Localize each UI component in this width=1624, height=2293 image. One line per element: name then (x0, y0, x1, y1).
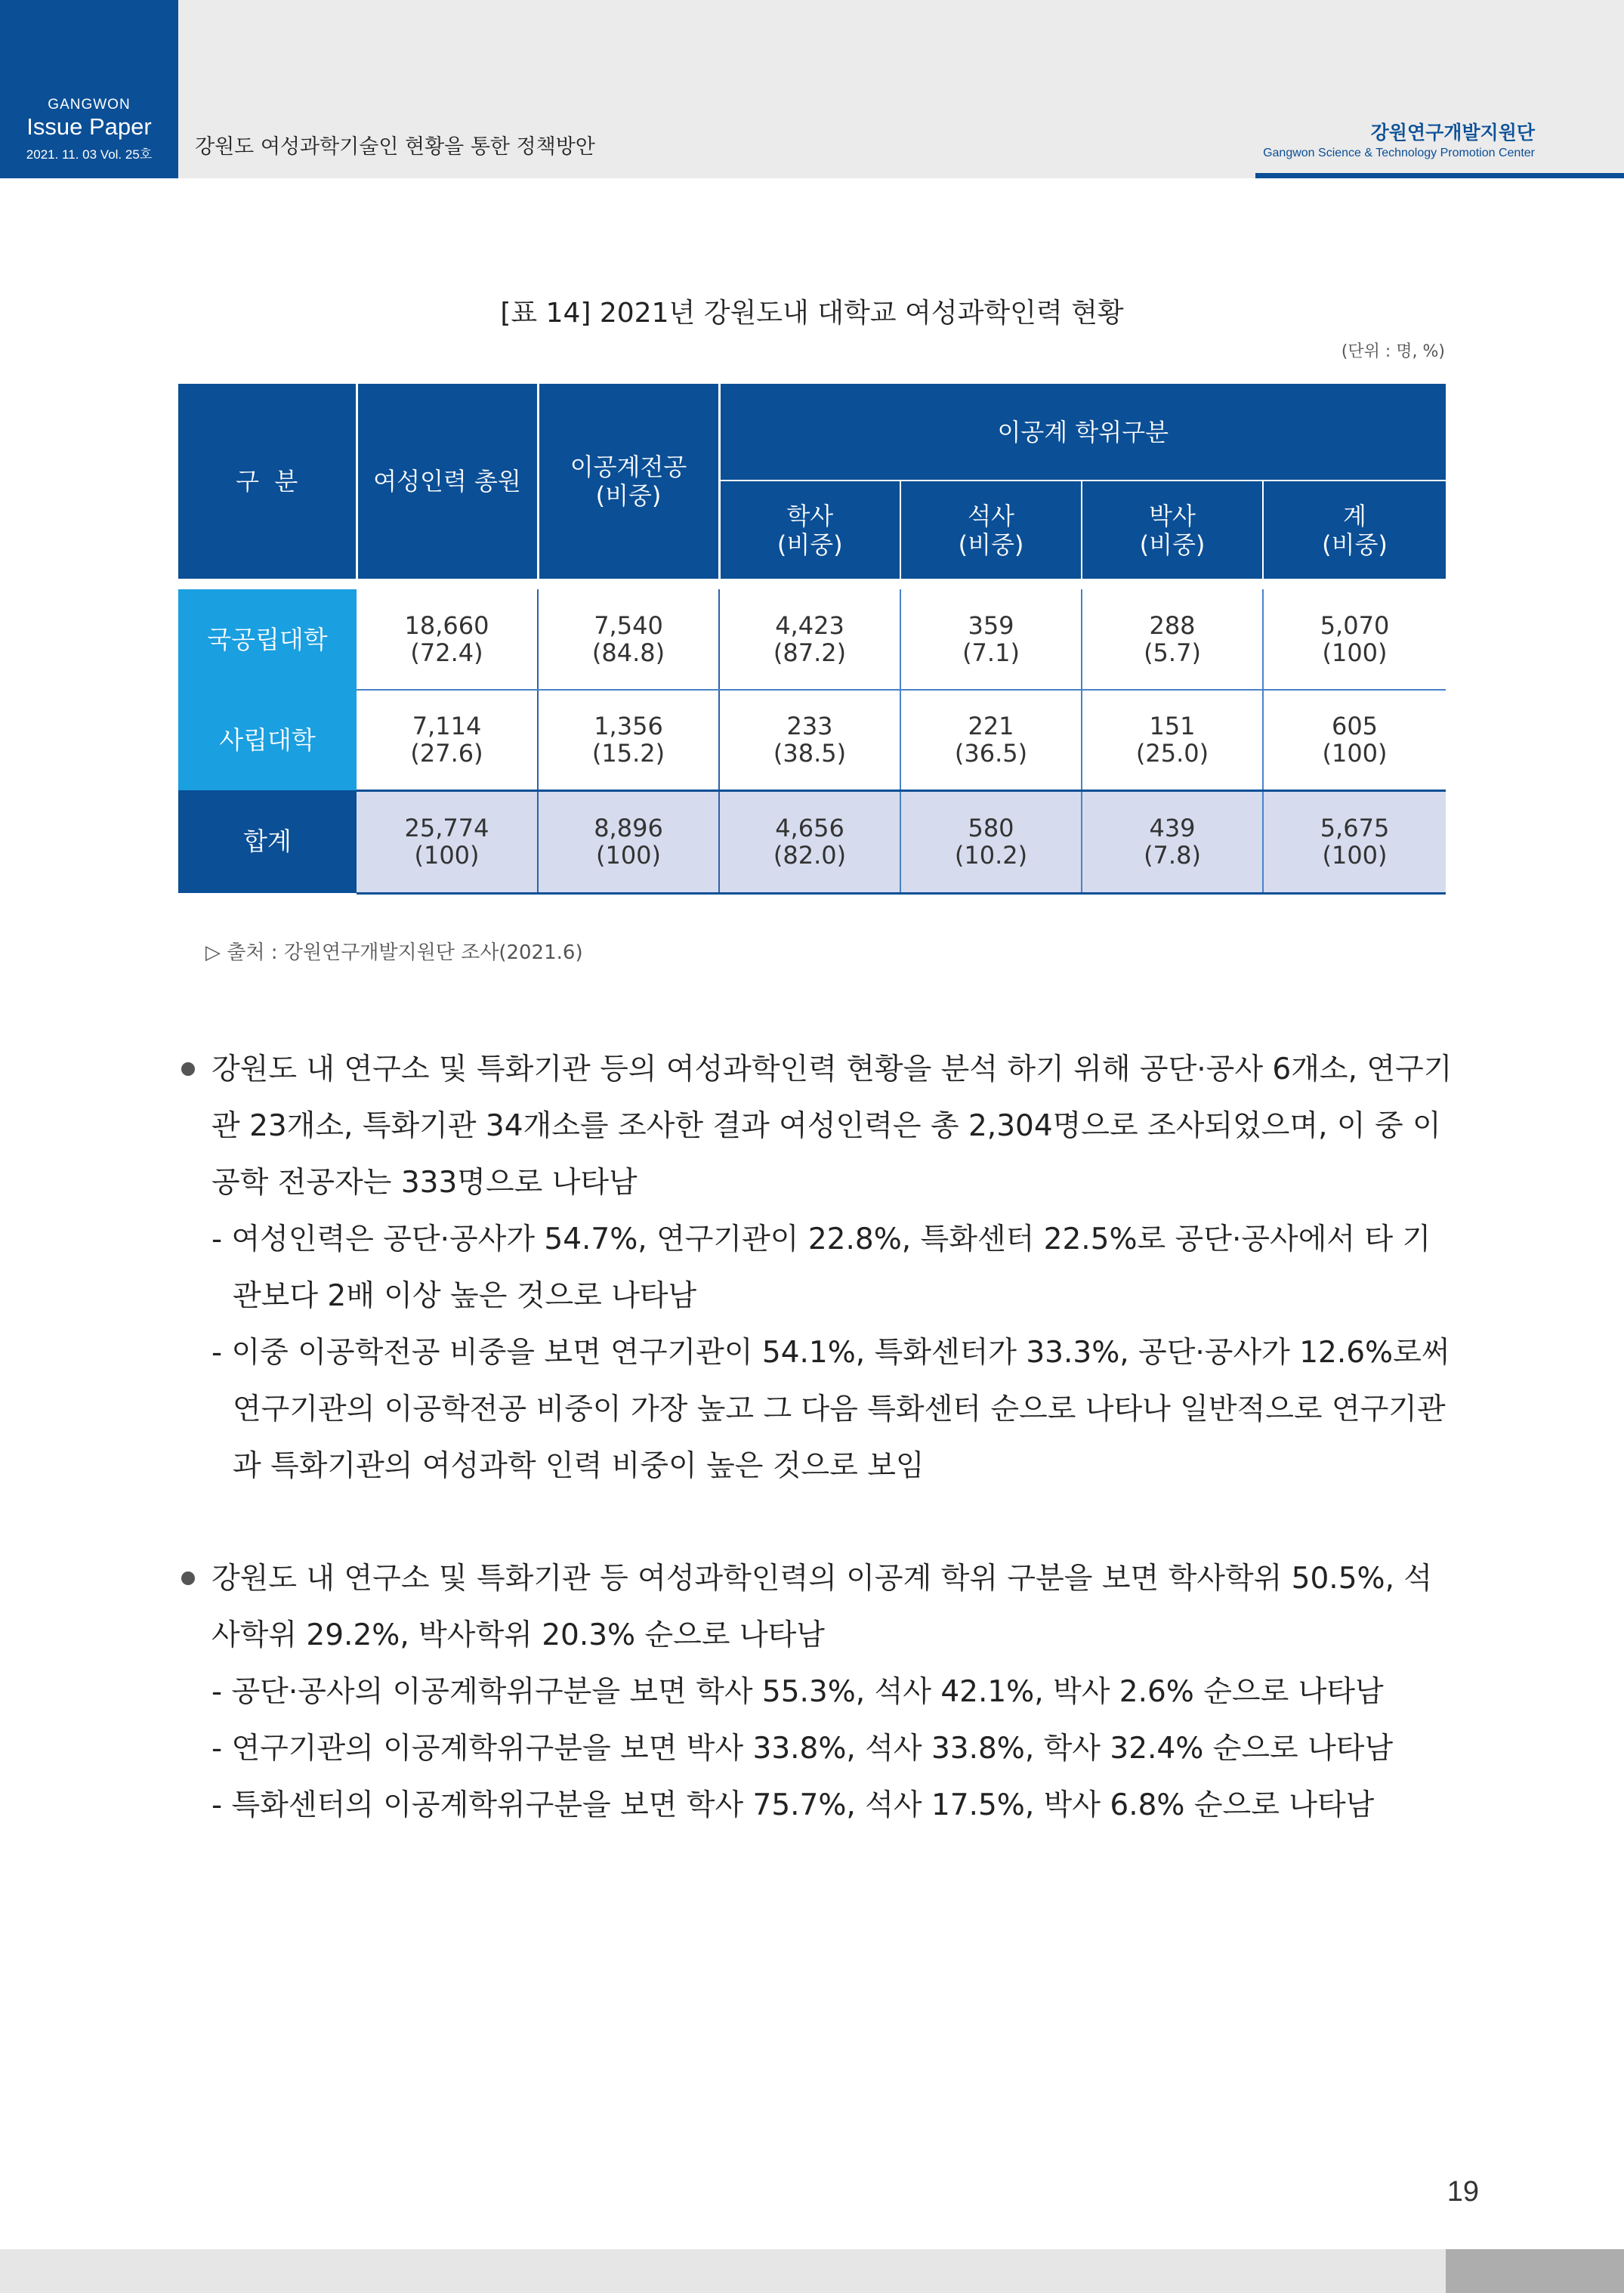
table-cell: 8,896 (100) (538, 790, 719, 893)
table-cell: 233 (38.5) (719, 690, 900, 790)
table-title: [표 14] 2021년 강원도내 대학교 여성과학인력 현황 (500, 298, 1124, 329)
paragraph-main: 강원도 내 연구소 및 특화기관 등 여성과학인력의 이공계 학위 구분을 보면 학사학위 50.5%, 석사학위 29.2%, 박사학위 20.3% 순으로 나타남 (211, 1562, 1433, 1652)
th-bachelor: 학사 (비중) (719, 481, 900, 579)
table-cell: 25,774 (100) (357, 790, 538, 893)
table-row-public (178, 589, 1446, 690)
paragraph-1 (181, 1041, 1458, 1494)
table-cell: 7,540 (84.8) (538, 589, 719, 690)
table-cell: 288 (5.7) (1082, 589, 1263, 690)
paragraph-sub: - 특화센터의 이공계학위구분을 보면 학사 75.7%, 석사 17.5%, 박사 6.8% 순으로 나타남 (211, 1788, 1375, 1822)
table-source: ▷ 출처 : 강원연구개발지원단 조사(2021.6) (205, 941, 583, 964)
paragraph-sub: - 연구기관의 이공계학위구분을 보면 박사 33.8%, 석사 33.8%, 학사 32.4% 순으로 나타남 (211, 1732, 1394, 1766)
paragraph-sub: - 공단·공사의 이공계학위구분을 보면 학사 55.3%, 석사 42.1%, 박사 2.6% 순으로 나타남 (211, 1675, 1384, 1709)
row-label: 국공립대학 (178, 589, 357, 690)
th-degree-group: 이공계 학위구분 (719, 384, 1446, 481)
table-cell: 5,070 (100) (1263, 589, 1446, 690)
th-doctor: 박사 (비중) (1082, 481, 1263, 579)
bullet-icon (181, 1062, 195, 1076)
th-stem-major: 이공계전공 (비중) (538, 384, 719, 579)
org-name-en: Gangwon Science & Technology Promotion Center (1263, 147, 1535, 159)
row-label: 사립대학 (178, 690, 357, 790)
brand-top: GANGWON (48, 97, 131, 113)
paragraph-sub: - 여성인력은 공단·공사가 54.7%, 연구기관이 22.8%, 특화센터 22.5%로 공단·공사에서 타 기관보다 2배 이상 높은 것으로 나타남 (211, 1222, 1431, 1313)
th-sum: 계 (비중) (1263, 481, 1446, 579)
table-cell: 151 (25.0) (1082, 690, 1263, 790)
data-table (178, 384, 1446, 895)
th-master: 석사 (비중) (900, 481, 1082, 579)
table-row-total (178, 790, 1446, 893)
table-row-private (178, 690, 1446, 790)
table-cell: 1,356 (15.2) (538, 690, 719, 790)
footer-block (1446, 2249, 1624, 2293)
table-cell: 7,114 (27.6) (410, 712, 483, 768)
doc-title: 강원도 여성과학기술인 현황을 통한 정책방안 (195, 135, 595, 159)
row-label: 합계 (178, 790, 357, 893)
table-cell: 439 (7.8) (1082, 790, 1263, 893)
table-cell: 4,423 (87.2) (719, 589, 900, 690)
page-number: 19 (1446, 2176, 1479, 2208)
paragraph-2 (181, 1550, 1458, 1834)
table-cell: 221 (36.5) (900, 690, 1082, 790)
bullet-icon (181, 1571, 195, 1585)
table-cell: 580 (10.2) (900, 790, 1082, 893)
table-cell: 5,675 (100) (1263, 790, 1446, 893)
footer-bar (0, 2249, 1624, 2293)
brand-main: Issue Paper (26, 113, 152, 140)
paragraph-main: 강원도 내 연구소 및 특화기관 등의 여성과학인력 현황을 분석 하기 위해 공단·공사 6개소, 연구기관 23개소, 특화기관 34개소를 조사한 결과 여성인력은 총 2,304명으로 조사되었으며, 이 중 이공학 전공자는 333명으로 나타남 (211, 1052, 1453, 1200)
header-gap (178, 579, 1446, 589)
table-cell: 605 (100) (1263, 690, 1446, 790)
paragraph-sub: - 이중 이공학전공 비중을 보면 연구기관이 54.1%, 특화센터가 33.3%, 공단·공사가 12.6%로써 연구기관의 이공학전공 비중이 가장 높고 그 다음 특화센터 순으로 나타나 일반적으로 연구기관과 특화기관의 여성과학 인력 비중이 높은 것으로 보임 (211, 1336, 1450, 1483)
table-unit: (단위 : 명, %) (1341, 342, 1445, 361)
th-total-women: 여성인력 총원 (357, 384, 538, 579)
th-category: 구 분 (178, 384, 357, 579)
page-header (0, 0, 1624, 178)
header-row-1 (178, 384, 1446, 481)
header-rule (1255, 173, 1624, 178)
brand-issue: 2021. 11. 03 Vol. 25호 (26, 147, 153, 162)
table-cell: 4,656 (82.0) (719, 790, 900, 893)
brand-block (0, 0, 178, 178)
table-cell: 359 (7.1) (900, 589, 1082, 690)
org-name: 강원연구개발지원단 (1370, 122, 1535, 144)
table-cell: 18,660 (72.4) (357, 589, 538, 690)
